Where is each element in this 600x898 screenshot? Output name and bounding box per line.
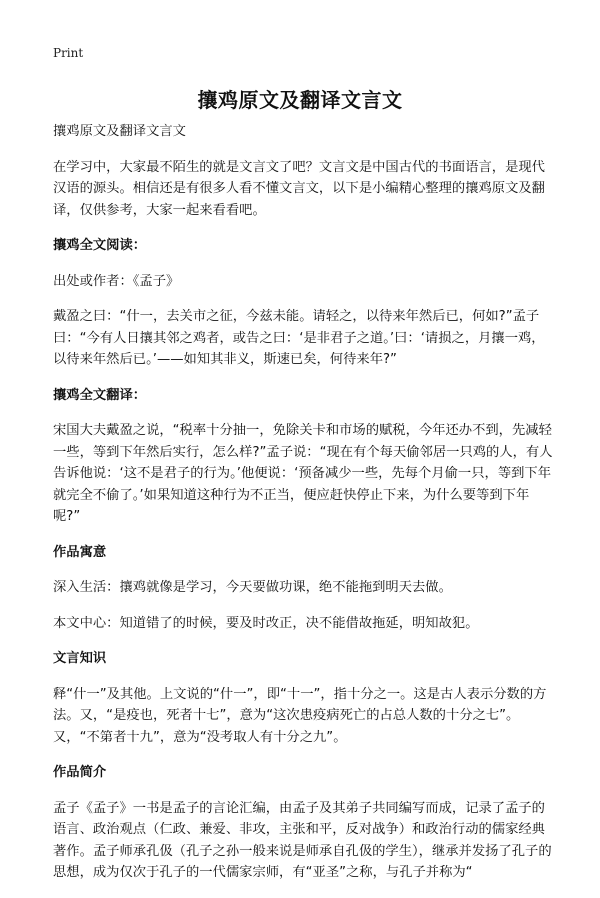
document-body [53, 121, 555, 898]
section-heading-knowledge: 文言知识 [53, 651, 107, 666]
original-text-paragraph: 戴盈之曰：“什一，去关市之征，今兹未能。请轻之，以待来年然后已，何如?”孟子曰：“今有人日攘其邻之鸡者，或告之曰：‘是非君子之道。’曰：‘请损之，月攘一鸡，以待来年然后已。’——如知其非义，斯速已矣，何待来年?” [53, 309, 545, 367]
section-heading-intro: 作品简介 [53, 765, 107, 780]
source-paragraph: 出处或作者：《孟子》 [53, 273, 180, 289]
print-label: Print [53, 46, 84, 60]
knowledge-paragraph: 释“什一”及其他。上文说的“什一”，即“十一”，指十分之一。这是古人表示分数的方法。又，“是疫也，死者十七”，意为“这次患疫病死亡的占总人数的十分之七”。又，“不第者十九”，意为“没考取人有十分之九”。 [53, 686, 547, 745]
page-title: 攘鸡原文及翻译文言文 [197, 88, 403, 112]
section-heading-meaning: 作品寓意 [53, 544, 107, 560]
document-subtitle: 攘鸡原文及翻译文言文 [53, 124, 186, 139]
meaning-paragraph-1: 深入生活：攘鸡就像是学习，今天要做功课，绝不能拖到明天去做。 [53, 580, 452, 595]
section-heading-reading: 攘鸡全文阅读： [53, 238, 147, 253]
translation-paragraph: 宋国大夫戴盈之说，“税率十分抽一，免除关卡和市场的赋税，今年还办不到，先减轻一些，等到下年然后实行，怎么样?”孟子说：“现在有个每天偷邻居一只鸡的人，有人告诉他说：‘这不是君子的行为。’他便说：‘预备减少一些，先每个月偷一只，等到下年就完全不偷了。’如果知道这种行为不正当，便应赶快停止下来，为什么要等到下年呢?” [53, 423, 553, 524]
meaning-paragraph-2: 本文中心：知道错了的时候，要及时改正，决不能借故拖延，明知故犯。 [53, 615, 479, 631]
intro-paragraph: 在学习中，大家最不陌生的就是文言文了吧？文言文是中国古代的书面语言，是现代汉语的源头。相信还是有很多人看不懂文言文，以下是小编精心整理的攘鸡原文及翻译，仅供参考，大家一起来看看吧。 [53, 159, 545, 218]
work-intro-paragraph: 孟子《孟子》一书是孟子的言论汇编，由孟子及其弟子共同编写而成，记录了孟子的语言、政治观点（仁政、兼爱、非攻，主张和平，反对战争）和政治行动的儒家经典著作。孟子师承孔伋（孔子之孙一般来说是师承自孔伋的学生），继承并发扬了孔子的思想，成为仅次于孔子的一代儒家宗师，有“亚圣”之称，与孔子并称为“ [53, 800, 552, 880]
section-heading-translation: 攘鸡全文翻译： [53, 387, 147, 403]
